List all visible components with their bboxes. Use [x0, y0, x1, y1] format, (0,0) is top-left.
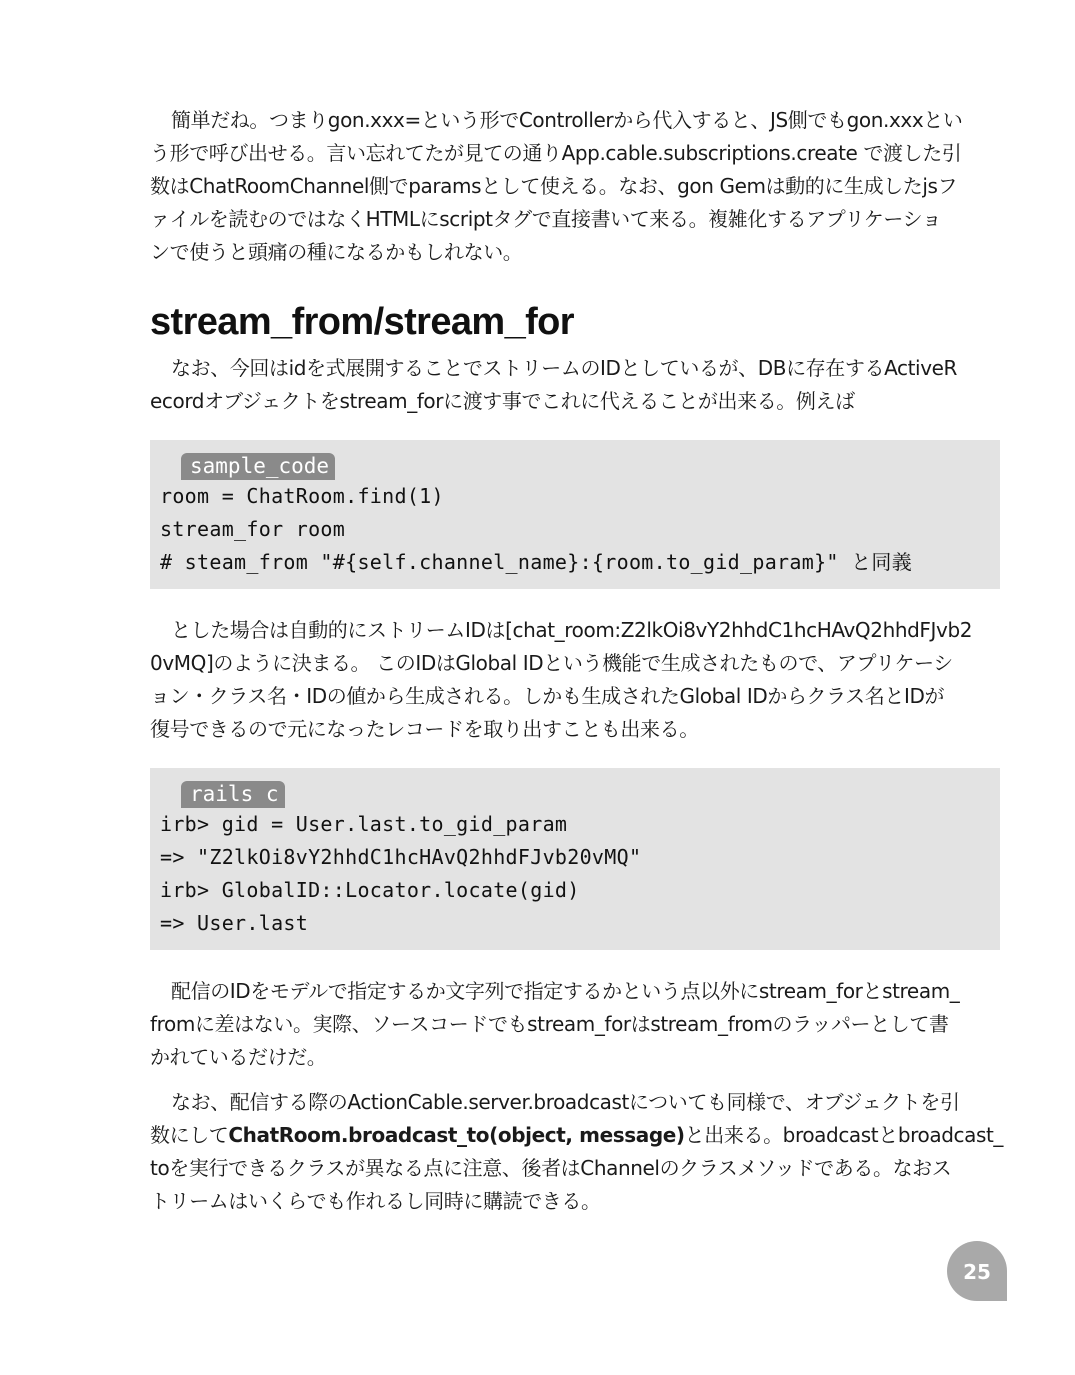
text-line: 数はChatRoomChannel側でparamsとして使える。なお、gon Gemは動的に生成したjsフ — [150, 174, 958, 198]
section-heading: stream_from/stream_for — [150, 301, 574, 343]
text-line: ョン・クラス名・IDの値から生成される。しかも生成されたGlobal IDからクラス名とIDが — [150, 684, 945, 708]
text-fragment: 数にして — [150, 1123, 229, 1147]
code-line: irb> gid = User.last.to_gid_param — [160, 812, 568, 836]
paragraph-gon-usage — [150, 104, 1000, 269]
text-line: 配信のIDをモデルで指定するか文字列で指定するかという点以外にstream_forとstream_ — [171, 979, 960, 1003]
page-number-badge: 25 — [947, 1241, 1007, 1301]
text-line: う形で呼び出せる。言い忘れてたが見ての通りApp.cable.subscriptions.create で渡した引 — [150, 141, 962, 165]
text-line: トリームはいくらでも作れるし同時に購読できる。 — [150, 1189, 601, 1213]
paragraph-broadcast — [150, 1086, 1004, 1218]
code-label: sample_code — [181, 453, 335, 480]
code-line: # steam_from "#{self.channel_name}:{room.to_gid_param}" と同義 — [160, 550, 912, 574]
text-line: fromに差はない。実際、ソースコードでもstream_forはstream_fromのラッパーとして書 — [150, 1012, 949, 1036]
page-content — [150, 104, 1004, 1218]
text-line: かれているだけだ。 — [150, 1045, 327, 1069]
text-line — [150, 1119, 1004, 1152]
text-line: ンで使うと頭痛の種になるかもしれない。 — [150, 240, 523, 264]
code-line: => User.last — [160, 911, 309, 935]
paragraph-stream-comparison — [150, 975, 1000, 1074]
code-line: stream_for room — [160, 517, 346, 541]
bold-code-reference: ChatRoom.broadcast_to(object, message) — [228, 1123, 685, 1147]
text-line: ecordオブジェクトをstream_forに渡す事でこれに代えることが出来る。例えば — [150, 389, 855, 413]
text-line: 復号できるので元になったレコードを取り出すことも出来る。 — [150, 717, 699, 741]
code-block-sample — [150, 440, 1000, 589]
text-line: ァイルを読むのではなくHTMLにscriptタグで直接書いて来る。複雑化するアプリケーショ — [150, 207, 942, 231]
text-line: なお、今回はidを式展開することでストリームのIDとしているが、DBに存在するActiveR — [171, 356, 958, 380]
paragraph-global-id — [150, 614, 1000, 746]
code-line: => "Z2lkOi8vY2hhdC1hcHAvQ2hhdFJvb20vMQ" — [160, 845, 642, 869]
code-line: room = ChatRoom.find(1) — [160, 484, 444, 508]
code-label: rails c — [181, 781, 285, 808]
paragraph-stream-for-intro — [150, 352, 1000, 418]
text-line: toを実行できるクラスが異なる点に注意、後者はChannelのクラスメソッドである。なおス — [150, 1156, 952, 1180]
text-fragment: と出来る。broadcastとbroadcast_ — [684, 1123, 1004, 1147]
code-line: irb> GlobalID::Locator.locate(gid) — [160, 878, 580, 902]
text-line: 簡単だね。つまりgon.xxx=という形でControllerから代入すると、JS側でもgon.xxxとい — [171, 108, 963, 132]
text-line: 0vMQ]のように決まる。 このIDはGlobal IDという機能で生成されたもので、アプリケーシ — [150, 651, 953, 675]
text-line: とした場合は自動的にストリームIDは[chat_room:Z2lkOi8vY2hhdC1hcHAvQ2hhdFJvb2 — [171, 618, 973, 642]
text-line: なお、配信する際のActionCable.server.broadcastについても同様で、オブジェクトを引 — [171, 1090, 960, 1114]
code-block-rails-console — [150, 768, 1000, 950]
